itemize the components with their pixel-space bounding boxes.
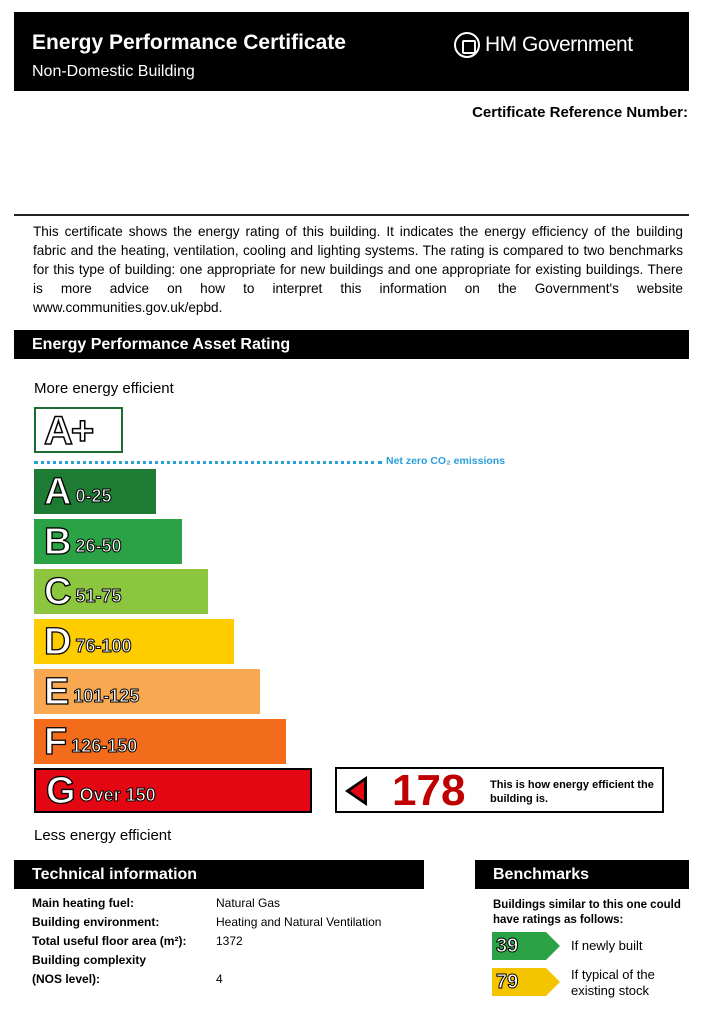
benchmark-tag-existing [492,968,560,996]
crest-icon [454,32,480,58]
divider [14,214,689,216]
benchmarks-intro: Buildings similar to this one could have ratings as follows: [493,899,681,926]
benchmark-value: 79 [492,968,546,996]
band-letter: D [44,620,72,663]
rating-band-c [34,569,208,614]
tech-label: Total useful floor area (m²): [32,934,187,948]
rating-pointer [335,767,664,813]
band-range: 101-125 [73,686,140,706]
band-letter: B [44,520,72,563]
band-range: 0-25 [75,486,112,506]
asset-rating-heading: Energy Performance Asset Rating [14,330,689,359]
rating-band-b [34,519,182,564]
certificate-title: Energy Performance Certificate [32,31,346,54]
more-efficient-label: More energy efficient [34,380,174,397]
rating-band-a [34,469,156,514]
aplus-band: A+ [34,407,123,453]
band-range: 76-100 [75,636,132,656]
tech-value: Natural Gas [216,896,281,910]
benchmarks-heading: Benchmarks [475,860,689,889]
rating-value: 178 [392,766,466,815]
less-efficient-label: Less energy efficient [34,827,172,844]
benchmark-tag-new [492,932,560,960]
certificate-reference-label: Certificate Reference Number: [472,104,688,121]
tech-value: 1372 [216,934,243,948]
intro-text: This certificate shows the energy rating of this building. It indicates the energy efficiency of the building fabric and the heating, ventilation, cooling and lighting systems. The rating is compared to two benchmarks for this type of building: one appropriate for new buildings and one appropriate for existing buildings. There is more advice on how to interpret this information on the Government's website www.communities.gov.uk/epbd. [33,224,683,315]
rating-caption: This is how energy efficient the building is. [490,779,654,805]
certificate-header [14,12,689,91]
benchmark-label-existing: If typical of the existing stock [571,967,655,998]
rating-band-e [34,669,260,714]
government-name: HM Government [485,33,633,56]
hm-government-logo [454,30,633,60]
certificate-subtitle: Non-Domestic Building [32,63,195,80]
benchmark-value: 39 [492,932,546,960]
net-zero-divider [34,461,382,464]
tech-label: Main heating fuel: [32,896,134,910]
band-range: Over 150 [79,785,156,805]
tech-label: Building environment: [32,915,160,929]
band-letter: A [44,470,72,513]
benchmark-label-new: If newly built [571,938,643,953]
technical-heading: Technical information [14,860,424,889]
band-letter: F [44,720,68,763]
tech-label: Building complexity [32,953,147,967]
tech-label: (NOS level): [32,972,101,986]
rating-band-g [34,768,312,813]
band-range: 51-75 [75,586,122,606]
tech-value: Heating and Natural Ventilation [216,915,382,929]
net-zero-label: Net zero CO₂ emissions [386,455,506,467]
band-letter: C [44,570,72,613]
rating-band-f [34,719,286,764]
band-range: 26-50 [75,536,122,556]
band-range: 126-150 [71,736,138,756]
tech-value: 4 [216,972,223,986]
band-letter: E [44,670,70,713]
band-letter: G [46,769,76,812]
rating-band-d [34,619,234,664]
